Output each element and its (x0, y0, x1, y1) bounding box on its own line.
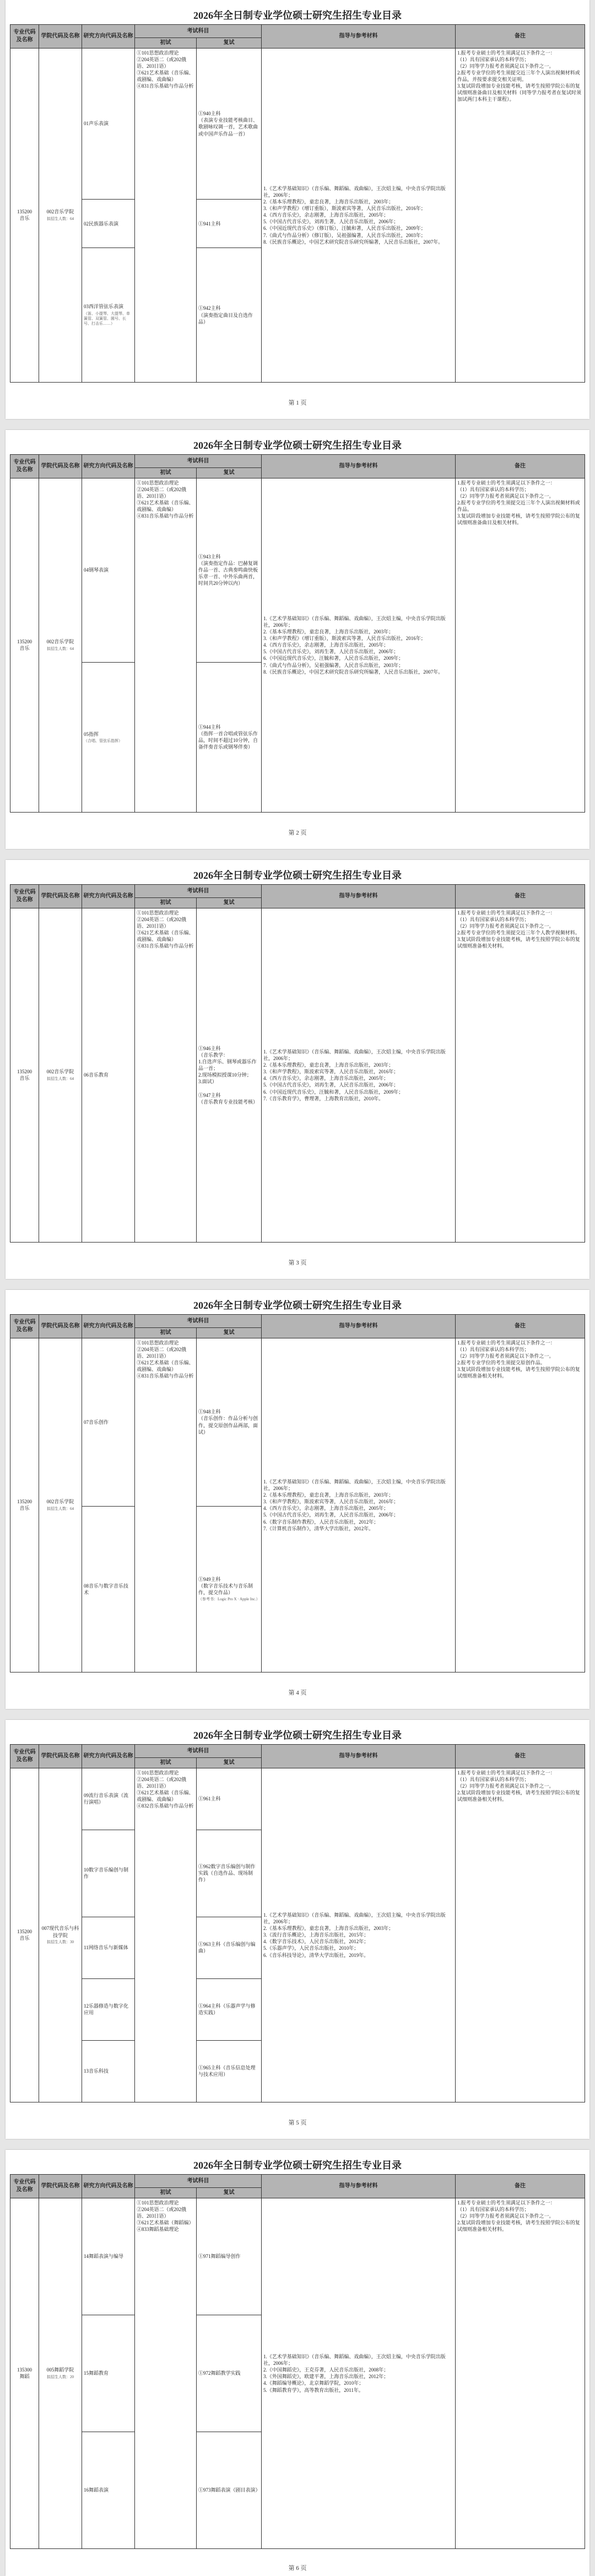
retest-text: ①964主科（乐器声学与修造实践） (198, 2003, 256, 2016)
retest-cell (197, 48, 262, 200)
header-notes: 备注 (456, 885, 585, 908)
header-retest: 复试 (197, 468, 262, 478)
direction-cell (82, 248, 135, 383)
header-school-code: 学院代码及名称 (39, 885, 82, 908)
header-direction-code: 研究方向代码及名称 (82, 455, 135, 478)
header-exam-subjects: 考试科目 (135, 1315, 262, 1328)
header-direction-code: 研究方向代码及名称 (82, 1315, 135, 1338)
direction-name: 08音乐与数字音乐技术 (84, 1583, 129, 1595)
document-page (6, 860, 589, 1279)
header-exam-subjects: 考试科目 (135, 885, 262, 898)
retest-cell (197, 200, 262, 248)
major-cell: 135300 舞蹈 (10, 2198, 39, 2549)
header-guidance: 指导与参考材料 (262, 2175, 456, 2198)
document-page (6, 1720, 589, 2139)
retest-cell (197, 2040, 262, 2102)
enrollment-count: 拟招生人数：64 (47, 216, 74, 221)
direction-cell (82, 2315, 135, 2432)
table-row (10, 908, 585, 1243)
initial-exam-cell: ①101思想政治理论 ②204英语二（或202俄语、203日语） ③621艺术基础（音乐编、戏剧编、戏曲编） ④831音乐基础与作品分析 (135, 478, 197, 813)
major-cell: 135200 音乐 (10, 1768, 39, 2102)
header-exam-subjects: 考试科目 (135, 1745, 262, 1758)
retest-cell (197, 1768, 262, 1830)
header-exam-subjects: 考试科目 (135, 455, 262, 468)
direction-name: 16舞蹈表演 (84, 2487, 109, 2493)
initial-exam-cell: ①101思想政治理论 ②204英语二（或202俄语、203日语） ③621艺术基础（音乐编、戏剧编、戏曲编） ④831音乐基础与作品分析 (135, 1338, 197, 1672)
retest-cell (197, 1830, 262, 1917)
page-title: 2026年全日制专业学位硕士研究生招生专业目录 (193, 1300, 402, 1311)
program-table (10, 454, 585, 813)
program-table (10, 1314, 585, 1672)
retest-cell (197, 2432, 262, 2548)
document-page (6, 1290, 589, 1709)
direction-name: 06音乐教育 (84, 1072, 109, 1078)
header-guidance: 指导与参考材料 (262, 1745, 456, 1768)
direction-cell (82, 2040, 135, 2102)
retest-cell (197, 662, 262, 812)
header-initial: 初试 (135, 898, 197, 908)
direction-cell (82, 2432, 135, 2548)
school-cell (39, 1338, 82, 1672)
header-initial: 初试 (135, 1758, 197, 1768)
notes-cell: 1.报考专业硕士的考生须满足以下条件之一： （1）具有国家承认的本科学历； （2）同等学力报考者须满足以下条件之一。 2.复试阶段增加专业技能考核，请考生按照学院公布的复试细则准备相关材料。 (456, 2198, 585, 2549)
direction-cell (82, 200, 135, 248)
direction-name: 01声乐表演 (84, 121, 109, 127)
header-school-code: 学院代码及名称 (39, 2175, 82, 2198)
direction-name: 11网络音乐与新媒体 (84, 1945, 128, 1951)
header-guidance: 指导与参考材料 (262, 885, 456, 908)
retest-cell (197, 1338, 262, 1506)
direction-cell (82, 908, 135, 1243)
major-cell: 135200 音乐 (10, 478, 39, 813)
direction-name: 12乐器修造与数字化应用 (84, 2003, 129, 2016)
major-cell: 135200 音乐 (10, 48, 39, 383)
header-notes: 备注 (456, 1745, 585, 1768)
retest-cell (197, 2198, 262, 2315)
header-notes: 备注 (456, 25, 585, 49)
header-major-code: 专业代码及名称 (10, 25, 39, 49)
page-title: 2026年全日制专业学位硕士研究生招生专业目录 (193, 1730, 402, 1741)
page-number: 第 1 页 (288, 400, 307, 406)
notes-cell: 1.报考专业硕士的考生须满足以下条件之一： （1）具有国家承认的本科学历； （2）同等学力报考者须满足以下条件之一。 2.报考专业学位的考生须提交近三年个人教学视频材料。 3.复试阶段增加专业技能考核，请考生按照学院公布的复试细则准备相关材料。 (456, 908, 585, 1243)
header-exam-subjects: 考试科目 (135, 25, 262, 38)
header-major-code: 专业代码及名称 (10, 1745, 39, 1768)
school-name: 002音乐学院 (46, 1069, 74, 1075)
retest-text: ①949主科 （数字音乐技术与音乐制作，提交作品） (198, 1576, 253, 1596)
direction-note: （合唱、管弦乐指挥） (84, 738, 122, 743)
header-guidance: 指导与参考材料 (262, 455, 456, 478)
header-retest: 复试 (197, 38, 262, 49)
school-cell (39, 48, 82, 383)
header-notes: 备注 (456, 455, 585, 478)
header-notes: 备注 (456, 1315, 585, 1338)
direction-cell (82, 1917, 135, 1978)
table-row (10, 478, 585, 662)
header-school-code: 学院代码及名称 (39, 25, 82, 49)
retest-cell (197, 1506, 262, 1672)
school-name: 002音乐学院 (46, 1499, 74, 1505)
school-cell (39, 2198, 82, 2549)
page-title: 2026年全日制专业学位硕士研究生招生专业目录 (193, 10, 402, 21)
direction-cell (82, 1768, 135, 1830)
header-major-code: 专业代码及名称 (10, 1315, 39, 1338)
direction-name: 03西洋管弦乐表演 (84, 304, 124, 310)
page-number: 第 3 页 (288, 1260, 307, 1266)
retest-cell (197, 1978, 262, 2040)
header-initial: 初试 (135, 1328, 197, 1338)
page-title: 2026年全日制专业学位硕士研究生招生专业目录 (193, 2160, 402, 2171)
retest-cell (197, 2315, 262, 2432)
header-school-code: 学院代码及名称 (39, 1315, 82, 1338)
direction-name: 07音乐创作 (84, 1419, 109, 1425)
page-number: 第 2 页 (288, 830, 307, 836)
initial-exam-cell: ①101思想政治理论 ②204英语二（或202俄语、203日语） ③621艺术基础（舞蹈编） ④833舞蹈基础理论 (135, 2198, 197, 2549)
header-major-code: 专业代码及名称 (10, 455, 39, 478)
guidance-cell: 1.《艺术学基础知识》（音乐编、舞蹈编、戏曲编），王次炤主编，中央音乐学院出版社，2006年； 2.《基本乐理教程》，童忠良著，上海音乐出版社，2003年； 3.《和声学教程》（增订重版），斯波索宾等著，人民音乐出版社，2016年； 4.《西方音乐史》，余志刚著，上海音乐出版社，2005年； 5.《中国古代音乐史》，刘再生著，人民音乐出版社，2006年； 6.《中国近现代音乐史》，汪毓和著，人民音乐出版社，2009年； 7.《曲式与作品分析》，吴祖强编著，人民音乐出版社，2003年； 8.《民族音乐概论》，中国艺术研究院音乐研究所编著，人民音乐出版社，2007年。 (262, 478, 456, 813)
guidance-cell: 1.《艺术学基础知识》（音乐编、舞蹈编、戏曲编），王次炤主编，中央音乐学院出版社，2006年； 2.《基本乐理教程》，童忠良著，上海音乐出版社，2003年； 3.《和声学教程》，斯波索宾等著，人民音乐出版社，2016年； 4.《西方音乐史》，余志刚著，上海音乐出版社，2005年； 5.《中国古代音乐史》，刘再生著，人民音乐出版社，2006年； 6.《数字音乐制作教程》，人民音乐出版社，2012年； 7.《计算机音乐制作》，清华大学出版社，2012年。 (262, 1338, 456, 1672)
retest-text: ①963主科（音乐编创与编曲） (198, 1942, 256, 1954)
header-retest: 复试 (197, 2188, 262, 2198)
program-table (10, 2174, 585, 2549)
direction-name: 15舞蹈教育 (84, 2370, 109, 2376)
direction-name: 10数字音乐编创与制作 (84, 1867, 129, 1880)
direction-name: 14舞蹈表演与编导 (84, 2253, 124, 2259)
school-cell (39, 908, 82, 1243)
header-initial: 初试 (135, 38, 197, 49)
direction-cell (82, 1830, 135, 1917)
header-major-code: 专业代码及名称 (10, 2175, 39, 2198)
major-cell: 135200 音乐 (10, 908, 39, 1243)
page-number: 第 4 页 (288, 1690, 307, 1696)
guidance-cell: 1.《艺术学基础知识》（音乐编、舞蹈编、戏曲编），王次炤主编，中央音乐学院出版社，2006年； 2.《基本乐理教程》，童忠良著，上海音乐出版社，2003年； 3.《和声学教程》，斯波索宾等著，人民音乐出版社，2016年； 4.《西方音乐史》，余志刚著，上海音乐出版社，2005年； 5.《中国古代音乐史》，刘再生著，人民音乐出版社，2006年； 6.《中国近现代音乐史》，汪毓和著，人民音乐出版社，2009年； 7.《音乐教育学》，曹理著，上海教育出版社，2010年。 (262, 908, 456, 1243)
header-direction-code: 研究方向代码及名称 (82, 2175, 135, 2198)
retest-text: ①943主科 （演奏指定作品：巴赫复调作品一首、古典奏鸣曲快板乐章一首、中外乐曲两首，时间共20分钟以内） (198, 553, 258, 587)
retest-text: ①973舞蹈表演（剧目表演） (198, 2487, 261, 2493)
school-name: 002音乐学院 (46, 639, 74, 645)
enrollment-count: 拟招生人数：64 (47, 646, 74, 651)
program-table (10, 1744, 585, 2102)
table-row (10, 48, 585, 200)
notes-cell: 1.报考专业硕士的考生须满足以下条件之一： （1）具有国家承认的本科学历； （2）同等学力报考者须满足以下条件之一。 2.报考专业学位的考生须提交近三年个人演出视频材料或作品。 3.复试阶段增加专业技能考核，请考生按照学院公布的复试细则准备曲目及相关材料。 (456, 478, 585, 813)
document-page (6, 430, 589, 849)
program-table (10, 24, 585, 383)
notes-cell: 1.报考专业硕士的考生须满足以下条件之一： （1）具有国家承认的本科学历； （2）同等学力报考者须满足以下条件之一。 2.报考专业学位的考生须提交近三年个人演出视频材料或作品，并按要求提交相关证明。 3.复试阶段增加专业技能考核，请考生按照学院公布的复试细则准备曲目及相关材料（同等学力报考者在复试时须加试两门本科主干课程）。 (456, 48, 585, 383)
retest-cell (197, 1917, 262, 1978)
retest-text: ①971舞蹈编导创作 (198, 2253, 241, 2259)
document-page (6, 2150, 589, 2576)
table-row (10, 2198, 585, 2315)
retest-cell (197, 478, 262, 662)
direction-name: 02民族器乐表演 (84, 221, 119, 227)
retest-text: ①941主科 (198, 221, 221, 227)
direction-cell (82, 48, 135, 200)
retest-text: ①944主科 （指挥一首合唱或管弦乐作品，时间不超过10分钟，自备伴奏音乐或钢琴伴奏） (198, 724, 258, 750)
retest-cell (197, 908, 262, 1243)
enrollment-count: 拟招生人数：30 (47, 1939, 74, 1944)
header-school-code: 学院代码及名称 (39, 455, 82, 478)
initial-exam-cell: ①101思想政治理论 ②204英语二（或202俄语、203日语） ③621艺术基础（音乐编、戏剧编、戏曲编） ④831音乐基础与作品分析 (135, 48, 197, 383)
header-direction-code: 研究方向代码及名称 (82, 1745, 135, 1768)
school-name: 007现代音乐与科技学院 (41, 1926, 79, 1938)
header-school-code: 学院代码及名称 (39, 1745, 82, 1768)
notes-cell: 1.报考专业硕士的考生须满足以下条件之一： （1）具有国家承认的本科学历； （2）同等学力报考者须满足以下条件之一。 2.复试阶段增加专业技能考核，请考生按照学院公布的复试细则准备相关材料。 (456, 1768, 585, 2102)
retest-text: ①962数字音乐编创与制作实践（自选作品、现场制作） (198, 1864, 256, 1883)
page-title: 2026年全日制专业学位硕士研究生招生专业目录 (193, 440, 402, 451)
enrollment-count: 拟招生人数：64 (47, 1506, 74, 1511)
retest-text: ①946主科 （音乐教学： 1.自选声乐、钢琴或器乐作品一首； 2.现场模拟授课10分钟； 3.面试） ①947主科 （音乐教育专业技能考核） (198, 1045, 258, 1105)
header-guidance: 指导与参考材料 (262, 1315, 456, 1338)
retest-cell (197, 248, 262, 383)
guidance-cell: 1.《艺术学基础知识》（音乐编、舞蹈编、戏曲编），王次炤主编，中央音乐学院出版社，2006年； 2.《基本乐理教程》，童忠良著，上海音乐出版社，2003年； 3.《和声学教程》（增订重版），斯波索宾等著，人民音乐出版社，2016年； 4.《西方音乐史》，余志刚著，上海音乐出版社，2005年； 5.《中国古代音乐史》，刘再生著，人民音乐出版社，2006年； 6.《中国近现代音乐史》（修订版），汪毓和著，人民音乐出版社，2009年； 7.《曲式与作品分析》（修订版），吴祖强编著，人民音乐出版社，2003年； 8.《民族音乐概论》，中国艺术研究院音乐研究所编著，人民音乐出版社，2007年。 (262, 48, 456, 383)
retest-text: ①972舞蹈教学实践 (198, 2370, 241, 2376)
direction-name: 05指挥 (84, 731, 99, 737)
header-initial: 初试 (135, 2188, 197, 2198)
direction-cell (82, 662, 135, 812)
major-cell: 135200 音乐 (10, 1338, 39, 1672)
retest-text: ①948主科 （音乐创作：作品分析与创作，提交原创作品两部，面试） (198, 1409, 258, 1435)
retest-reference: （参考书：Logic Pro X · Apple Inc.） (198, 1597, 260, 1602)
retest-text: ①965主科（音乐信息处理与技术应用） (198, 2065, 256, 2078)
page-number: 第 5 页 (288, 2120, 307, 2126)
retest-text: ①961主科 (198, 1795, 221, 1801)
school-cell (39, 1768, 82, 2102)
header-direction-code: 研究方向代码及名称 (82, 25, 135, 49)
document-page (6, 0, 589, 419)
guidance-cell: 1.《艺术学基础知识》（音乐编、舞蹈编、戏曲编），王次炤主编，中央音乐学院出版社，2006年； 2.《基本乐理教程》，童忠良著，上海音乐出版社，2003年； 3.《流行音乐概论》，上海音乐出版社，2015年； 4.《数字音乐技术》，人民音乐出版社，2012年； 5.《乐器声学》，人民音乐出版社，2010年； 6.《音乐科技导论》，清华大学出版社，2019年。 (262, 1768, 456, 2102)
guidance-cell: 1.《艺术学基础知识》（音乐编、舞蹈编、戏曲编），王次炤主编，中央音乐学院出版社，2006年； 2.《中国舞蹈史》，王克芬著，人民音乐出版社，2008年； 3.《外国舞蹈史》，欧建平著，上海音乐出版社，2012年； 4.《舞蹈编导概论》，北京舞蹈学院，2010年； 5.《舞蹈教育学》，高等教育出版社，2011年。 (262, 2198, 456, 2549)
table-row (10, 1338, 585, 1506)
header-notes: 备注 (456, 2175, 585, 2198)
school-cell (39, 478, 82, 813)
program-table (10, 884, 585, 1243)
header-guidance: 指导与参考材料 (262, 25, 456, 49)
initial-exam-cell: ①101思想政治理论 ②204英语二（或202俄语、203日语） ③621艺术基础（音乐编、戏剧编、戏曲编） ④831音乐基础与作品分析 (135, 908, 197, 1243)
enrollment-count: 拟招生人数：20 (47, 2374, 74, 2379)
header-direction-code: 研究方向代码及名称 (82, 885, 135, 908)
header-major-code: 专业代码及名称 (10, 885, 39, 908)
direction-note: （笛、小提琴、大提琴、单簧管、双簧管、圆号、长号、打击乐……） (84, 311, 130, 326)
header-retest: 复试 (197, 898, 262, 908)
page-title: 2026年全日制专业学位硕士研究生招生专业目录 (193, 870, 402, 881)
table-row (10, 1768, 585, 1830)
direction-name: 13音乐科技 (84, 2068, 109, 2074)
direction-name: 09流行音乐表演（流行演唱） (84, 1792, 129, 1805)
direction-cell (82, 2198, 135, 2315)
header-exam-subjects: 考试科目 (135, 2175, 262, 2188)
school-name: 002音乐学院 (46, 209, 74, 215)
enrollment-count: 拟招生人数：64 (47, 1076, 74, 1081)
retest-text: ①940主科 （表演专业技能考核曲目、歌剧咏叹调一首，艺术歌曲或中国声乐作品一首） (198, 111, 258, 137)
retest-text: ①942主科 （演奏指定曲目及自选作品） (198, 305, 253, 325)
page-number: 第 6 页 (288, 2565, 307, 2572)
header-retest: 复试 (197, 1328, 262, 1338)
direction-name: 04钢琴表演 (84, 567, 109, 573)
initial-exam-cell: ①101思想政治理论 ②204英语二（或202俄语、203日语） ③621艺术基础（音乐编、戏剧编、戏曲编） ④832音乐基础与作品分析 (135, 1768, 197, 2102)
direction-cell (82, 1506, 135, 1672)
direction-cell (82, 1978, 135, 2040)
school-name: 005舞蹈学院 (46, 2367, 74, 2373)
direction-cell (82, 1338, 135, 1506)
notes-cell: 1.报考专业硕士的考生须满足以下条件之一： （1）具有国家承认的本科学历； （2）同等学力报考者须满足以下条件之一。 2.报考专业学位的考生须提交原创作品。 3.复试阶段增加专业技能考核，请考生按照学院公布的复试细则准备相关材料。 (456, 1338, 585, 1672)
header-initial: 初试 (135, 468, 197, 478)
direction-cell (82, 478, 135, 662)
header-retest: 复试 (197, 1758, 262, 1768)
